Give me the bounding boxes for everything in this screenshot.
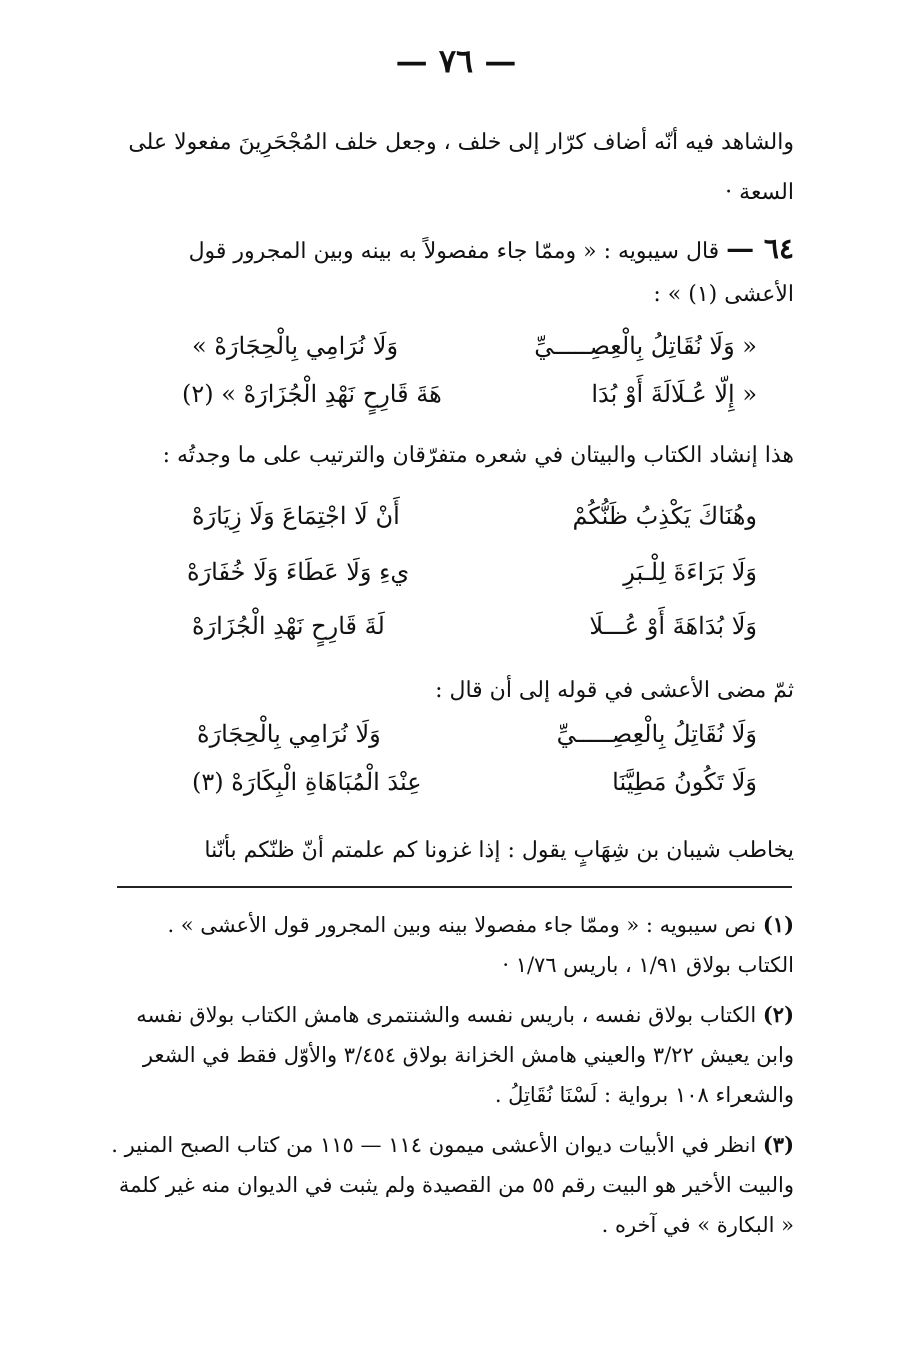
- entry-text: قال سيبويه : « وممّا جاء مفصولاً به بينه وبين المجرور قول الأعشى (١) » :: [188, 239, 794, 307]
- footnote-3: [109, 1125, 794, 1245]
- verse-hemistich-first: وهُنَاكَ يَكْذِبُ ظَنُّكُمْ: [572, 502, 757, 530]
- footnote-text: الكتاب بولاق نفسه ، باريس نفسه والشنتمرى هامش الكتاب بولاق نفسه وابن يعيش ٣/٢٢ والعيني هامش الخزانة بولاق ٣/٤٥٤ والأوّل فقط في الشعر والشعراء ١٠٨ برواية : لَسْنَا نُقَاتِلُ .: [136, 1003, 794, 1107]
- verse-line: [187, 558, 757, 587]
- verse-line: [192, 612, 757, 641]
- page-number: — ٧٦ —: [395, 42, 517, 80]
- verse-line: [197, 720, 757, 749]
- footnote-text: انظر في الأبيات ديوان الأعشى ميمون ١١٤ — ١١٥ من كتاب الصبح المنير . والبيت الأخير هو البيت رقم ٥٥ من القصيدة ولم يثبت في الديوان منه غير كلمة « البكارة » في آخره .: [111, 1133, 794, 1237]
- verse-line: [192, 332, 757, 361]
- verse-hemistich-second: لَةَ قَارِحٍ نَهْدِ الْجُزَارَهْ: [192, 612, 385, 640]
- paragraph-entry-64: [119, 227, 794, 316]
- verse-hemistich-second: عِنْدَ الْمُبَاهَاةِ الْبِكَارَهْ (٣): [192, 768, 422, 796]
- paragraph-shahid: والشاهد فيه أنّه أضاف كرّار إلى خلف ، وجعل خلف المُجْحَرِينَ مفعولا على السعة ·: [128, 130, 794, 205]
- verse-hemistich-second: هَةَ قَارِحٍ نَهْدِ الْجُزَارَهْ » (٢): [182, 380, 442, 408]
- verse-hemistich-first: وَلَا بَرَاءَةَ لِلْـبَرِ: [623, 558, 757, 586]
- paragraph-inshad: هذا إنشاد الكتاب والبيتان في شعره متفرّقان والترتيب على ما وجدتُه :: [162, 443, 794, 468]
- footnote-2: [109, 995, 794, 1115]
- verse-hemistich-first: وَلَا نُقَاتِلُ بِالْعِصِـــــيِّ: [556, 720, 757, 748]
- footnote-number: (٣): [762, 1132, 794, 1157]
- paragraph-continuation: ثمّ مضى الأعشى في قوله إلى أن قال :: [435, 678, 794, 703]
- verse-hemistich-first: « إِلّا عُـلَالَةَ أَوْ بُدَا: [591, 380, 757, 408]
- footnote-number: (١): [762, 912, 794, 937]
- verse-line: [182, 380, 757, 409]
- verse-hemistich-first: وَلَا تَكُونُ مَطِيَّنَا: [612, 768, 757, 796]
- footnote-number: (٢): [762, 1002, 794, 1027]
- footnote-1: [109, 905, 794, 985]
- verse-hemistich-second: أَنْ لَا اجْتِمَاعَ وَلَا زِيَارَهْ: [192, 502, 400, 530]
- paragraph-addressee: يخاطب شيبان بن شِهَابٍ يقول : إذا غزونا كم علمتم أنّ ظنّكم بأنّنا: [204, 838, 794, 863]
- verse-hemistich-first: وَلَا بُدَاهَةَ أَوْ عُـــلَا: [589, 612, 757, 640]
- footnote-divider: [117, 886, 792, 888]
- verse-hemistich-second: وَلَا نُرَامِي بِالْحِجَارَهْ »: [192, 332, 399, 360]
- verse-line: [192, 768, 757, 797]
- footnote-text: نص سيبويه : « وممّا جاء مفصولا بينه وبين المجرور قول الأعشى » . الكتاب بولاق ١/٩١ ، باريس ١/٧٦ ·: [167, 913, 794, 977]
- verse-hemistich-second: يءِ وَلَا عَطَاءَ وَلَا خُفَارَهْ: [187, 558, 410, 586]
- entry-number: ٦٤ —: [726, 232, 794, 265]
- verse-hemistich-second: وَلَا نُرَامِي بِالْحِجَارَهْ: [197, 720, 381, 748]
- verse-hemistich-first: « وَلَا نُقَاتِلُ بِالْعِصِـــــيِّ: [534, 332, 757, 360]
- verse-line: [192, 502, 757, 531]
